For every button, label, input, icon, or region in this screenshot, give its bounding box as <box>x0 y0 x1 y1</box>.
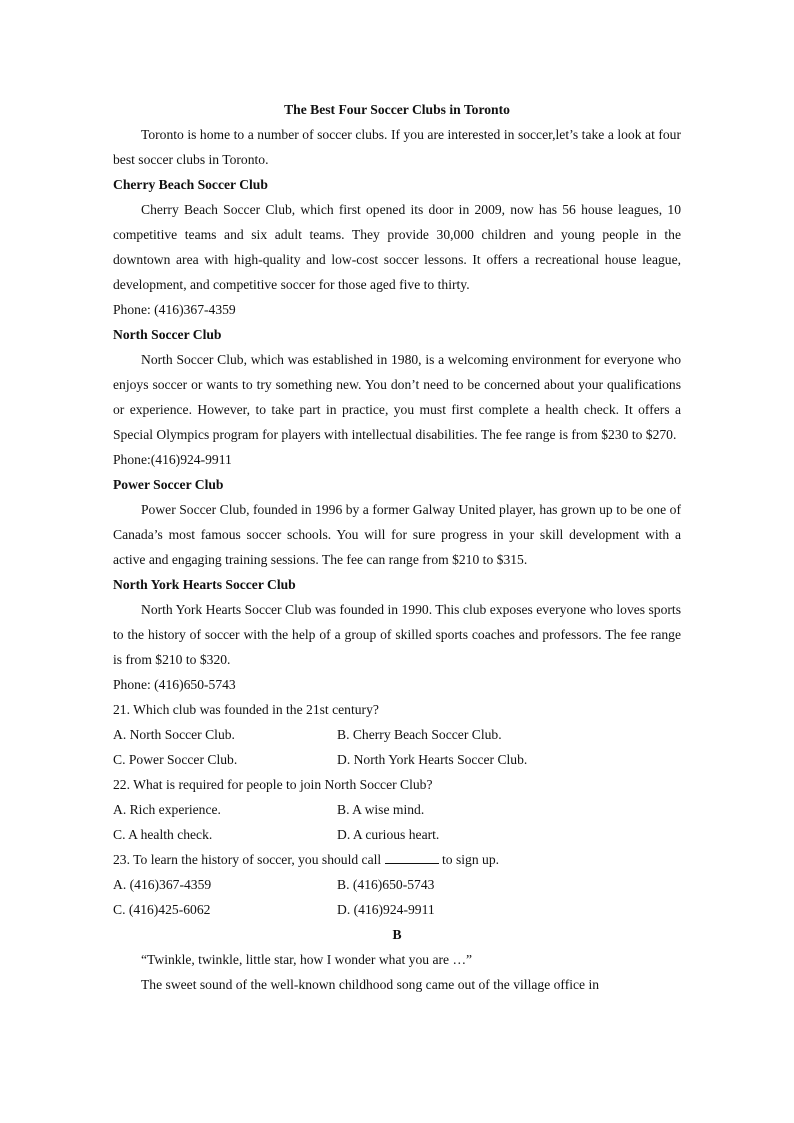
passage-title: The Best Four Soccer Clubs in Toronto <box>284 102 510 117</box>
option-row <box>113 822 681 847</box>
club-description: Power Soccer Club, founded in 1996 by a former Galway United player, has grown up to be one of Canada’s most famous soccer schools. You will for sure progress in your skill development with a active and engaging training sessions. The fee can range from $210 to $315. <box>113 502 681 567</box>
club-phone: Phone:(416)924-9911 <box>113 452 232 467</box>
question-stem <box>113 847 681 872</box>
option-c: C. Power Soccer Club. <box>113 752 238 767</box>
option-d: D. (416)924-9911 <box>337 902 435 917</box>
option-a: A. North Soccer Club. <box>113 727 235 742</box>
question-stem-end: to sign up. <box>442 852 500 867</box>
section-label: B <box>392 927 402 942</box>
club-heading: North York Hearts Soccer Club <box>113 577 296 592</box>
intro-paragraph: Toronto is home to a number of soccer clubs. If you are interested in soccer,let’s take a look at four best soccer clubs in Toronto. <box>113 127 681 167</box>
club-heading: Power Soccer Club <box>113 477 224 492</box>
option-d: D. A curious heart. <box>337 827 440 842</box>
club-heading: North Soccer Club <box>113 327 222 342</box>
club-phone: Phone: (416)367-4359 <box>113 302 236 317</box>
club-phone: Phone: (416)650-5743 <box>113 677 236 692</box>
option-a: A. (416)367-4359 <box>113 877 212 892</box>
option-row <box>113 872 681 897</box>
document-page <box>113 97 681 997</box>
option-row <box>113 897 681 922</box>
section-quote: “Twinkle, twinkle, little star, how I wonder what you are …” <box>141 952 473 967</box>
question-stem: 21. Which club was founded in the 21st century? <box>113 702 379 717</box>
section-paragraph: The sweet sound of the well-known childhood song came out of the village office in <box>141 977 600 992</box>
option-row <box>113 797 681 822</box>
option-row <box>113 722 681 747</box>
option-b: B. (416)650-5743 <box>337 877 435 892</box>
option-c: C. A health check. <box>113 827 213 842</box>
option-b: B. Cherry Beach Soccer Club. <box>337 727 502 742</box>
option-row <box>113 747 681 772</box>
option-b: B. A wise mind. <box>337 802 425 817</box>
club-description: North York Hearts Soccer Club was founded in 1990. This club exposes everyone who loves sports to the history of soccer with the help of a group of skilled sports coaches and professors. The fee range is from $210 to $320. <box>113 602 681 667</box>
club-heading: Cherry Beach Soccer Club <box>113 177 268 192</box>
answer-blank <box>385 849 439 864</box>
question-stem: 22. What is required for people to join North Soccer Club? <box>113 777 433 792</box>
option-c: C. (416)425-6062 <box>113 902 211 917</box>
club-description: Cherry Beach Soccer Club, which first opened its door in 2009, now has 56 house leagues, 10 competitive teams and six adult teams. They provide 30,000 children and young people in the downtown area with high-quality and low-cost soccer lessons. It offers a recreational house league, development, and competitive soccer for those aged five to thirty. <box>113 202 681 292</box>
option-d: D. North York Hearts Soccer Club. <box>337 752 528 767</box>
club-description: North Soccer Club, which was established in 1980, is a welcoming environment for everyone who enjoys soccer or wants to try something new. You don’t need to be concerned about your qualifications or experience. However, to take part in practice, you must first complete a health check. It offers a Special Olympics program for players with intellectual disabilities. The fee range is from $230 to $270. <box>113 352 681 442</box>
question-stem-start: 23. To learn the history of soccer, you should call <box>113 852 382 867</box>
option-a: A. Rich experience. <box>113 802 221 817</box>
